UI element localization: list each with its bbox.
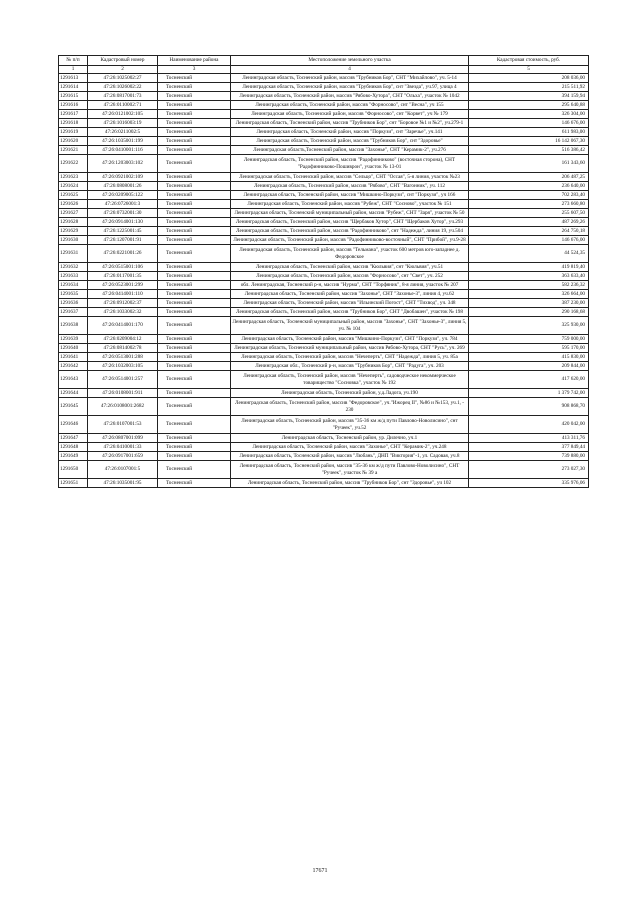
district-name-cell: Тосненский xyxy=(158,398,231,416)
row-index-cell: 1291647 xyxy=(59,434,88,443)
table-row xyxy=(59,272,589,281)
row-index-cell: 1291621 xyxy=(59,146,88,155)
location-cell: Ленинградская область,Тосненский район, массив "Захонье", СНТ "Керамик-2", уч.276 xyxy=(231,146,469,155)
header-row xyxy=(59,56,589,66)
location-cell: Ленинградская область, Тосненский район, массив "Поркузи", снт "Заречье", уч.141 xyxy=(231,128,469,137)
cadastral-number-cell: 47:26:0211002:5 xyxy=(88,128,158,137)
cadastral-number-cell: 47:26:1032003:105 xyxy=(88,362,158,371)
district-name-cell: Тосненский xyxy=(158,281,231,290)
row-index-cell: 1291615 xyxy=(59,92,88,101)
cadastral-value-cell: 236 640,00 xyxy=(469,182,589,191)
district-name-cell: Тосненский xyxy=(158,227,231,236)
table-row xyxy=(59,119,589,128)
page-number: 17671 xyxy=(312,868,328,874)
cadastral-value-cell: 146 676,00 xyxy=(469,236,589,245)
table-row xyxy=(59,362,589,371)
district-name-cell: Тосненский xyxy=(158,191,231,200)
table-row xyxy=(59,209,589,218)
location-cell: Ленинградская область, Тосненский муниципальный район, массив "Рубеж", СНТ "Заря", участок № 50 xyxy=(231,209,469,218)
table-row xyxy=(59,218,589,227)
column-number-row xyxy=(59,66,589,74)
cadastral-value-cell: 377 849,44 xyxy=(469,443,589,452)
location-cell: Ленинградская область, Тосненский район, массив "Любань", ДНП "Виктория"-1, ул. Садовая, уч.8 xyxy=(231,452,469,461)
cadastral-value-cell: 387 230,00 xyxy=(469,299,589,308)
cadastral-number-cell: 47:26:0110002:71 xyxy=(88,101,158,110)
location-cell: Ленинградская область, Тосненский район, массив "Захонье", СНТ "Керамик-2", уч.248 xyxy=(231,443,469,452)
cadastral-value-cell: 273 027,30 xyxy=(469,461,589,479)
cadastral-value-cell: 1 379 742,00 xyxy=(469,389,589,398)
district-name-cell: Тосненский xyxy=(158,443,231,452)
location-cell: Ленинградская область, Тосненский район, массив "Федоровское", уч."Ижорец II", №86 и №153, уч.1, - 230 xyxy=(231,398,469,416)
table-row xyxy=(59,110,589,119)
cadastral-value-cell: 611 983,00 xyxy=(469,128,589,137)
table-row xyxy=(59,128,589,137)
district-name-cell: Тосненский xyxy=(158,83,231,92)
cadastral-number-cell: 47:26:0209005:122 xyxy=(88,191,158,200)
cadastral-number-cell: 47:26:0410001:116 xyxy=(88,146,158,155)
cadastral-number-cell: 47:26:0808001:26 xyxy=(88,182,158,191)
cadastral-value-cell: 908 868,70 xyxy=(469,398,589,416)
cadastral-number-cell: 47:26:0108001:911 xyxy=(88,389,158,398)
location-cell: Ленинградская область, Тосненский район, массив "35-36 км ж/д пути Павлово-Новолисино", СНТ "Ручеек", участок № 39 а xyxy=(231,461,469,479)
table-row xyxy=(59,344,589,353)
column-number: 1 xyxy=(59,66,88,74)
district-name-cell: Тосненский xyxy=(158,290,231,299)
cadastral-value-cell: 326 304,00 xyxy=(469,110,589,119)
district-name-cell: Тосненский xyxy=(158,263,231,272)
cadastral-number-cell: 47:26:0912002:37 xyxy=(88,299,158,308)
cadastral-number-cell: 47:26:0221001:26 xyxy=(88,245,158,263)
cadastral-number-cell: 47:26:0523001:299 xyxy=(88,281,158,290)
table-row xyxy=(59,146,589,155)
cadastral-value-cell: 417 620,00 xyxy=(469,371,589,389)
row-index-cell: 1291619 xyxy=(59,128,88,137)
row-index-cell: 1291613 xyxy=(59,74,88,83)
cadastral-value-cell: 420 042,00 xyxy=(469,416,589,434)
row-index-cell: 1291632 xyxy=(59,263,88,272)
cadastral-value-cell: 739 880,00 xyxy=(469,452,589,461)
cadastral-value-cell: 419 819,40 xyxy=(469,263,589,272)
location-cell: Ленинградская область, Тосненский район, массив "Нечеперть", садоводческое некоммерческое товарищество "Сосновка", участок № 192 xyxy=(231,371,469,389)
location-cell: Ленинградская область, Тосненский район, массив "Рябово-Хутора", СНТ "Ольха", участок № 1042 xyxy=(231,92,469,101)
district-name-cell: Тосненский xyxy=(158,317,231,335)
location-cell: Ленинградская область, Тосненский район, массив "Щербаков Хутор", СНТ "Щербаков Хутор", уч.293 xyxy=(231,218,469,227)
location-cell: Ленинградская область, Тосненский район, массив "Кюльвия", снт "Кюльвия", уч.51 xyxy=(231,263,469,272)
district-name-cell: Тосненский xyxy=(158,128,231,137)
row-index-cell: 1291636 xyxy=(59,299,88,308)
cadastral-value-cell: 413 311,76 xyxy=(469,434,589,443)
cadastral-value-cell: 295 640,88 xyxy=(469,101,589,110)
cadastral-number-cell: 47:26:0410001:33 xyxy=(88,443,158,452)
table-row xyxy=(59,200,589,209)
table-row xyxy=(59,227,589,236)
table-row xyxy=(59,236,589,245)
district-name-cell: Тосненский xyxy=(158,344,231,353)
district-name-cell: Тосненский xyxy=(158,434,231,443)
row-index-cell: 1291639 xyxy=(59,335,88,344)
cadastral-number-cell: 47:26:1026002:22 xyxy=(88,83,158,92)
cadastral-value-cell: 394 159,94 xyxy=(469,92,589,101)
row-index-cell: 1291617 xyxy=(59,110,88,119)
cadastral-value-cell: 273 660,80 xyxy=(469,200,589,209)
row-index-cell: 1291638 xyxy=(59,317,88,335)
cadastral-value-cell: 582 236,32 xyxy=(469,281,589,290)
cadastral-number-cell: 47:26:0807001:099 xyxy=(88,434,158,443)
row-index-cell: 1291646 xyxy=(59,416,88,434)
cadastral-number-cell: 47:26:1207001:91 xyxy=(88,236,158,245)
district-name-cell: Тосненский xyxy=(158,101,231,110)
location-cell: Ленинградская область, Тосненский район, массив "Рубеж", СНТ "Сосново", участок № 151 xyxy=(231,200,469,209)
location-cell: Ленинградская область, Тосненский район, массив "Радофинниково-восточный", СНТ "Прибой", уч.9-28 xyxy=(231,236,469,245)
cadastral-value-cell: 702 283,40 xyxy=(469,191,589,200)
table-row xyxy=(59,281,589,290)
table-row xyxy=(59,182,589,191)
cadastral-value-cell: 363 633,40 xyxy=(469,272,589,281)
district-name-cell: Тосненский xyxy=(158,272,231,281)
district-name-cell: Тосненский xyxy=(158,308,231,317)
cadastral-value-cell: 255 607,50 xyxy=(469,209,589,218)
district-name-cell: Тосненский xyxy=(158,146,231,155)
table-row xyxy=(59,263,589,272)
cadastral-number-cell: 47:26:1035001:199 xyxy=(88,137,158,146)
row-index-cell: 1291634 xyxy=(59,281,88,290)
table-row xyxy=(59,308,589,317)
district-name-cell: Тосненский xyxy=(158,173,231,182)
cadastral-number-cell: 47:26:0209004:12 xyxy=(88,335,158,344)
row-index-cell: 1291629 xyxy=(59,227,88,236)
header-district-name: Наименование района xyxy=(158,56,231,66)
row-index-cell: 1291649 xyxy=(59,452,88,461)
row-index-cell: 1291633 xyxy=(59,272,88,281)
district-name-cell: Тосненский xyxy=(158,92,231,101)
district-name-cell: Тосненский xyxy=(158,362,231,371)
location-cell: Ленинградская область, Тосненский район, массив "Трубников Бор", снт "Звезда", уч.97, улица 4 xyxy=(231,83,469,92)
cadastral-number-cell: 47:26:0514001:257 xyxy=(88,371,158,389)
row-index-cell: 1291642 xyxy=(59,362,88,371)
row-index-cell: 1291651 xyxy=(59,479,88,488)
row-index-cell: 1291620 xyxy=(59,137,88,146)
cadastral-number-cell: 47:26:0414001:110 xyxy=(88,290,158,299)
location-cell: Ленинградская область, Тосненский район, массив "Тельмана", участок 600 метров юго-западнее д. Федоровское xyxy=(231,245,469,263)
district-name-cell: Тосненский xyxy=(158,299,231,308)
cadastral-number-cell: 47:26:0814002:78 xyxy=(88,344,158,353)
district-name-cell: Тосненский xyxy=(158,200,231,209)
row-index-cell: 1291624 xyxy=(59,182,88,191)
district-name-cell: Тосненский xyxy=(158,155,231,173)
location-cell: Ленинградская область, Тосненский район, массив "Трубников Бор", снт "Здоровье" xyxy=(231,137,469,146)
cadastral-number-cell: 47:26:0515001:106 xyxy=(88,263,158,272)
district-name-cell: Тосненский xyxy=(158,236,231,245)
cadastral-value-cell: 206 487,25 xyxy=(469,173,589,182)
table-row xyxy=(59,443,589,452)
district-name-cell: Тосненский xyxy=(158,245,231,263)
location-cell: Ленинградская область, Тосненский район, массив "Форносово", снт "Свет", уч. 252 xyxy=(231,272,469,281)
cadastral-number-cell: 47:26:0921002:109 xyxy=(88,173,158,182)
cadastral-number-cell: 47:26:0914001:130 xyxy=(88,218,158,227)
cadastral-value-cell: 44 524,35 xyxy=(469,245,589,263)
row-index-cell: 1291644 xyxy=(59,389,88,398)
location-cell: Ленинградская область, Тосненский район, массив "Трубников Бор", снт "Здоровье", уч 102 xyxy=(231,479,469,488)
location-cell: Ленинградская область, Тосненский район, массив "35-36 км ж/д пути Павлово-Новолисино", снт "Ручеек", уч.52 xyxy=(231,416,469,434)
table-row xyxy=(59,101,589,110)
cadastral-number-cell: 47:26:1203003:102 xyxy=(88,155,158,173)
cadastral-value-cell: 325 930,00 xyxy=(469,317,589,335)
row-index-cell: 1291643 xyxy=(59,371,88,389)
table-row xyxy=(59,155,589,173)
location-cell: Ленинградская область, Тосненский район, массив "Нечеперть", СНТ "Надежда", линия 5, уч. 85а xyxy=(231,353,469,362)
table-row xyxy=(59,416,589,434)
cadastral-number-cell: 47:26:0726001:3 xyxy=(88,200,158,209)
header-location: Местоположение земельного участка xyxy=(231,56,469,66)
cadastral-number-cell: 47:26:1025002:27 xyxy=(88,74,158,83)
cadastral-value-cell: 335 976,06 xyxy=(469,479,589,488)
header-cadastral-number: Кадастровый номер xyxy=(88,56,158,66)
table-row xyxy=(59,74,589,83)
cadastral-number-cell: 47:26:0732001:30 xyxy=(88,209,158,218)
table-row xyxy=(59,290,589,299)
location-cell: Ленинградская область, Тосненский муниципальный район, массив "Захонье", СНТ "Захонье-3", линия 5, уч. № 104 xyxy=(231,317,469,335)
cadastral-number-cell: 47:26:0917001:659 xyxy=(88,452,158,461)
table-row xyxy=(59,317,589,335)
district-name-cell: Тосненский xyxy=(158,182,231,191)
location-cell: Ленинградская область, Тосненский район, массив "Мишкино-Поркузи", снт "Поркузи", уч 166 xyxy=(231,191,469,200)
row-index-cell: 1291616 xyxy=(59,101,88,110)
cadastral-value-cell: 759 000,00 xyxy=(469,335,589,344)
cadastral-number-cell: 47:26:0107001:53 xyxy=(88,416,158,434)
row-index-cell: 1291618 xyxy=(59,119,88,128)
location-cell: Ленинградская область, Тосненский район, массив "Рябово", СНТ "Вагонник", уч. 112 xyxy=(231,182,469,191)
row-index-cell: 1291645 xyxy=(59,398,88,416)
table-row xyxy=(59,335,589,344)
table-row xyxy=(59,371,589,389)
cadastral-number-cell: 47:26:1033002:32 xyxy=(88,308,158,317)
header-cadastral-value: Кадастровая стоимость, руб. xyxy=(469,56,589,66)
cadastral-number-cell: 47:26:0107001:5 xyxy=(88,461,158,479)
cadastral-value-cell: 146 676,00 xyxy=(469,119,589,128)
district-name-cell: Тосненский xyxy=(158,137,231,146)
cadastral-value-cell: 516 386,42 xyxy=(469,146,589,155)
table-row xyxy=(59,299,589,308)
district-name-cell: Тосненский xyxy=(158,218,231,227)
row-index-cell: 1291648 xyxy=(59,443,88,452)
cadastral-value-cell: 290 168,68 xyxy=(469,308,589,317)
location-cell: Ленинградская область, Тосненский район, массив "Радофинниково", снт "Надежда", линия 19, уч.504 xyxy=(231,227,469,236)
cadastral-number-cell: 47:26:0108001:2682 xyxy=(88,398,158,416)
district-name-cell: Тосненский xyxy=(158,353,231,362)
district-name-cell: Тосненский xyxy=(158,461,231,479)
district-name-cell: Тосненский xyxy=(158,479,231,488)
district-name-cell: Тосненский xyxy=(158,389,231,398)
row-index-cell: 1291631 xyxy=(59,245,88,263)
cadastral-value-cell: 161 343,60 xyxy=(469,155,589,173)
location-cell: Ленинградская область, Тосненский район, ур. Дилечно, уч.1 xyxy=(231,434,469,443)
row-index-cell: 1291626 xyxy=(59,200,88,209)
cadastral-value-cell: 487 269,26 xyxy=(469,218,589,227)
row-index-cell: 1291637 xyxy=(59,308,88,317)
row-index-cell: 1291623 xyxy=(59,173,88,182)
location-cell: Ленинградская область, Тосненский муниципальный район, массив Рябово-Хутора, СНТ "Русь", уч. 269 xyxy=(231,344,469,353)
district-name-cell: Тосненский xyxy=(158,119,231,128)
location-cell: Ленинградская область, Тосненский район, массив "Трубников Бор", снт "Боровое №1 и №2", уч.279-1 xyxy=(231,119,469,128)
cadastral-value-cell: 208 036,00 xyxy=(469,74,589,83)
row-index-cell: 1291635 xyxy=(59,290,88,299)
cadastral-value-cell: 264 750,18 xyxy=(469,227,589,236)
location-cell: Ленинградская область, Тосненский район, массив "Трубников Бор", СНТ "Михайлово", уч. 5-14 xyxy=(231,74,469,83)
cadastral-value-cell: 16 142 067,30 xyxy=(469,137,589,146)
location-cell: Ленинградская область, Тосненский район, массив "Радофинниково" (восточная сторона), СНТ "Радофинниково-Пошиврон", участок № 13-01 xyxy=(231,155,469,173)
location-cell: Ленинградская область, Тосненский район, массив "Трубников Бор", СНТ "Двобашен", участок № 198 xyxy=(231,308,469,317)
cadastral-value-table xyxy=(58,55,589,488)
row-index-cell: 1291641 xyxy=(59,353,88,362)
row-index-cell: 1291625 xyxy=(59,191,88,200)
table-row xyxy=(59,434,589,443)
cadastral-value-cell: 326 664,00 xyxy=(469,290,589,299)
location-cell: обл. Ленинградская, Тосненский р-н, массив "Нурма", СНТ "Торфяник", 8-я линия, участок № 207 xyxy=(231,281,469,290)
cadastral-number-cell: 47:26:0513001:288 xyxy=(88,353,158,362)
district-name-cell: Тосненский xyxy=(158,416,231,434)
row-index-cell: 1291630 xyxy=(59,236,88,245)
table-row xyxy=(59,83,589,92)
cadastral-value-cell: 595 170,00 xyxy=(469,344,589,353)
location-cell: Ленинградская область, Тосненский район, массив "Форносово", снт "Весна", уч 155 xyxy=(231,101,469,110)
cadastral-value-cell: 215 511,92 xyxy=(469,83,589,92)
row-index-cell: 1291622 xyxy=(59,155,88,173)
district-name-cell: Тосненский xyxy=(158,371,231,389)
table-row xyxy=(59,398,589,416)
location-cell: Ленинградская область, Тосненский район, массив "Мишкино-Поркузи", СНТ "Поркузи", уч. 784 xyxy=(231,335,469,344)
row-index-cell: 1291627 xyxy=(59,209,88,218)
table-row xyxy=(59,191,589,200)
table-row xyxy=(59,92,589,101)
location-cell: Ленинградская обл., Тосненский р-н, массив "Трубников Бор", СНТ "Радуга", уч. 203 xyxy=(231,362,469,371)
location-cell: Ленинградская область, Тосненский район, массив "Ильинский Погост", СНТ "Тихвод", уч. 348 xyxy=(231,299,469,308)
location-cell: Ленинградская область, Тосненский район, массив "Форносово", снт "Корвет", уч № 179 xyxy=(231,110,469,119)
cadastral-number-cell: 47:26:1035001:95 xyxy=(88,479,158,488)
table-body xyxy=(59,74,589,488)
cadastral-value-cell: 415 830,00 xyxy=(469,353,589,362)
district-name-cell: Тосненский xyxy=(158,74,231,83)
location-cell: Ленинградская область, Тосненский район, у.д.Ладога, уч.190 xyxy=(231,389,469,398)
header-index: № п/п xyxy=(59,56,88,66)
location-cell: Ленинградская область, Тосненский район, массив "Сельцо", СНТ "Оссая", 5-я линия, участок №23 xyxy=(231,173,469,182)
district-name-cell: Тосненский xyxy=(158,110,231,119)
district-name-cell: Тосненский xyxy=(158,209,231,218)
table-row xyxy=(59,479,589,488)
table-row xyxy=(59,245,589,263)
table-row xyxy=(59,353,589,362)
cadastral-number-cell: 47:26:1016003:19 xyxy=(88,119,158,128)
table-header xyxy=(59,56,589,74)
table-row xyxy=(59,461,589,479)
cadastral-number-cell: 47:26:0117001:35 xyxy=(88,272,158,281)
cadastral-number-cell: 47:26:0121002:105 xyxy=(88,110,158,119)
column-number: 2 xyxy=(88,66,158,74)
district-name-cell: Тосненский xyxy=(158,335,231,344)
location-cell: Ленинградская область, Тосненский район, массив "Захонье", СНТ "Захонье-3", линия 4, уч.62 xyxy=(231,290,469,299)
row-index-cell: 1291650 xyxy=(59,461,88,479)
row-index-cell: 1291640 xyxy=(59,344,88,353)
cadastral-number-cell: 47:26:0414001:170 xyxy=(88,317,158,335)
cadastral-number-cell: 47:26:1225001:45 xyxy=(88,227,158,236)
table-row xyxy=(59,137,589,146)
column-number: 3 xyxy=(158,66,231,74)
column-number: 4 xyxy=(231,66,469,74)
cadastral-number-cell: 47:26:0817001:73 xyxy=(88,92,158,101)
row-index-cell: 1291628 xyxy=(59,218,88,227)
table-row xyxy=(59,173,589,182)
cadastral-value-cell: 209 844,00 xyxy=(469,362,589,371)
column-number: 5 xyxy=(469,66,589,74)
table-row xyxy=(59,389,589,398)
table-row xyxy=(59,452,589,461)
row-index-cell: 1291614 xyxy=(59,83,88,92)
district-name-cell: Тосненский xyxy=(158,452,231,461)
